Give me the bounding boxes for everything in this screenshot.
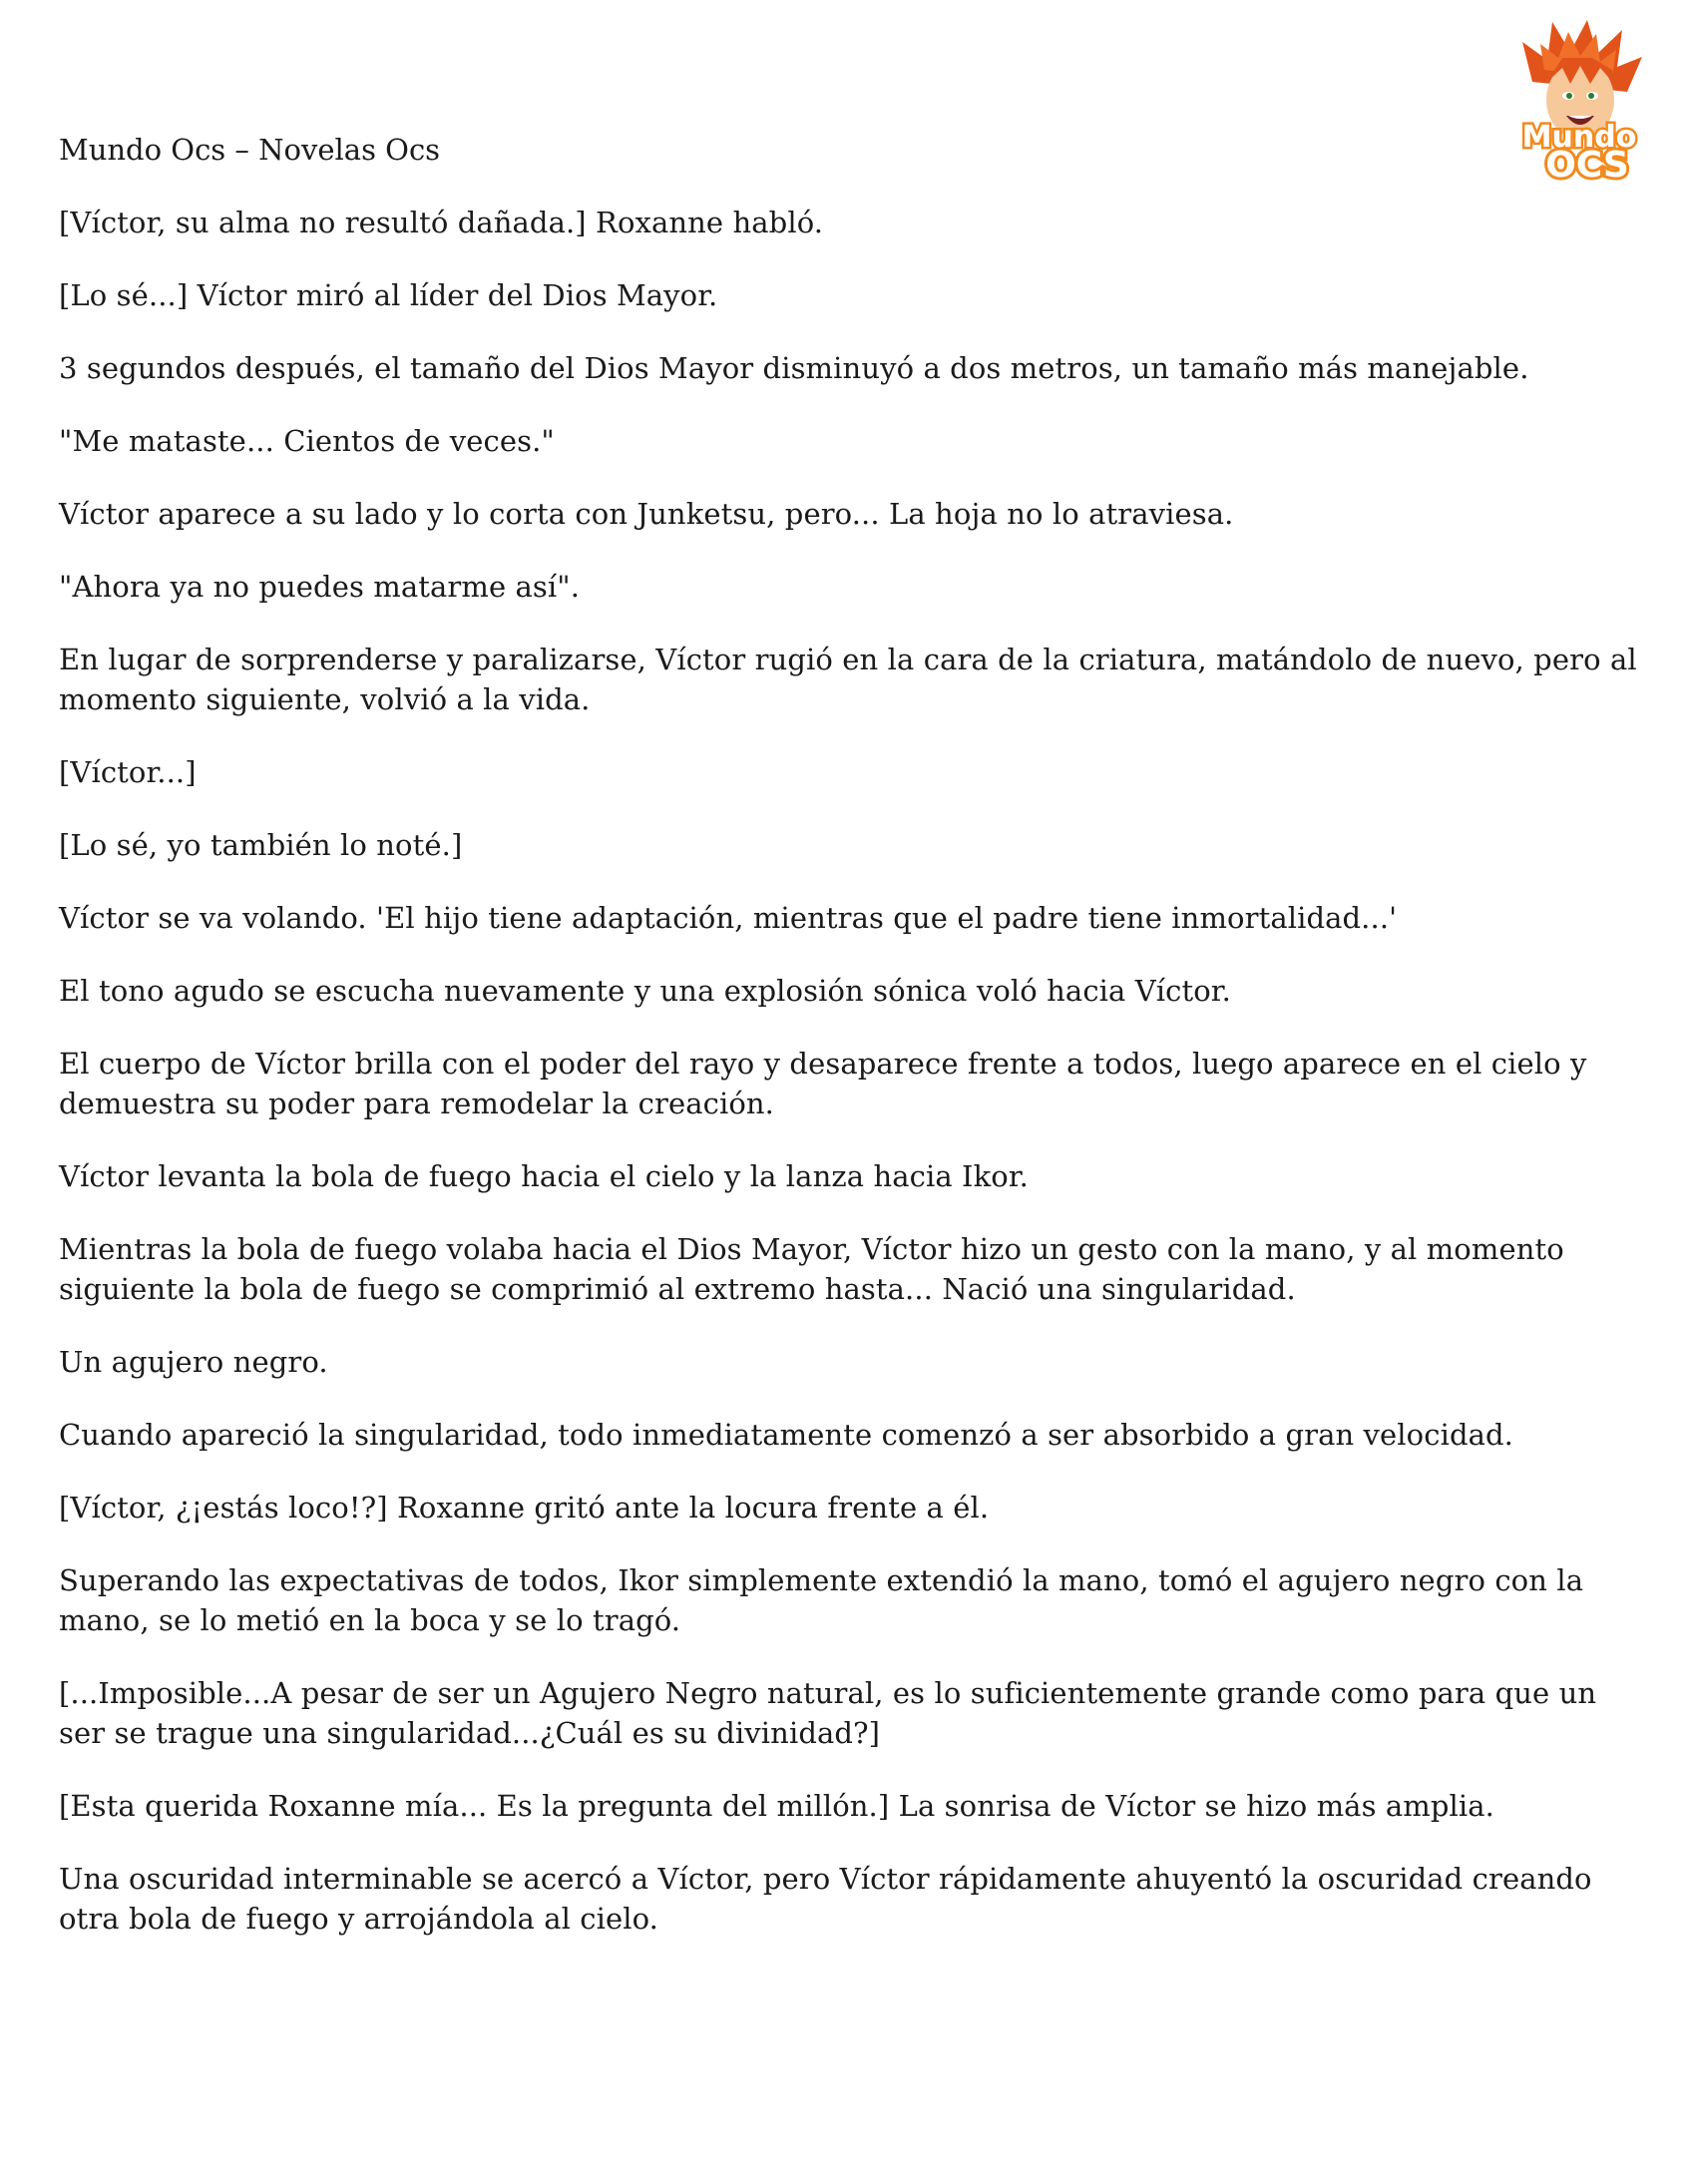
paragraph: Víctor se va volando. 'El hijo tiene adaptación, mientras que el padre tiene inmortalidad...'	[59, 901, 1398, 935]
paragraph: [Víctor...]	[59, 755, 197, 789]
paragraph: El tono agudo se escucha nuevamente y una explosión sónica voló hacia Víctor.	[59, 974, 1231, 1008]
svg-text:OCS: OCS	[1545, 145, 1629, 186]
paragraph: [Lo sé...] Víctor miró al líder del Dios Mayor.	[59, 278, 718, 312]
paragraph: [...Imposible...A pesar de ser un Agujero Negro natural, es lo suficientemente grande como para que un ser se trague una singularidad...¿Cuál es su divinidad?]	[59, 1676, 1597, 1750]
paragraph: [Lo sé, yo también lo noté.]	[59, 828, 463, 862]
paragraph: 3 segundos después, el tamaño del Dios Mayor disminuyó a dos metros, un tamaño más manejable.	[59, 351, 1529, 385]
document-body	[59, 130, 1645, 1971]
paragraph: El cuerpo de Víctor brilla con el poder del rayo y desaparece frente a todos, luego aparece en el cielo y demuestra su poder para remodelar la creación.	[59, 1047, 1587, 1120]
paragraph: Un agujero negro.	[59, 1345, 328, 1379]
paragraph: Superando las expectativas de todos, Ikor simplemente extendió la mano, tomó el agujero negro con la mano, se lo metió en la boca y se lo tragó.	[59, 1563, 1584, 1637]
paragraph: Cuando apareció la singularidad, todo inmediatamente comenzó a ser absorbido a gran velocidad.	[59, 1418, 1513, 1452]
paragraph: "Ahora ya no puedes matarme así".	[59, 570, 581, 604]
paragraph: Víctor levanta la bola de fuego hacia el cielo y la lanza hacia Ikor.	[59, 1159, 1029, 1193]
svg-text:Mundo: Mundo	[1521, 120, 1637, 155]
paragraph: Mientras la bola de fuego volaba hacia el Dios Mayor, Víctor hizo un gesto con la mano, y al momento siguiente la bola de fuego se comprimió al extremo hasta... Nació una singularidad.	[59, 1232, 1564, 1306]
paragraph: En lugar de sorprenderse y paralizarse, Víctor rugió en la cara de la criatura, matándolo de nuevo, pero al momento siguiente, volvió a la vida.	[59, 643, 1637, 716]
paragraph: [Esta querida Roxanne mía... Es la pregunta del millón.] La sonrisa de Víctor se hizo más amplia.	[59, 1789, 1494, 1823]
paragraph: Una oscuridad interminable se acercó a Víctor, pero Víctor rápidamente ahuyentó la oscuridad creando otra bola de fuego y arrojándola al cielo.	[59, 1862, 1592, 1936]
paragraph: [Víctor, ¿¡estás loco!?] Roxanne gritó ante la locura frente a él.	[59, 1491, 990, 1525]
site-title: Mundo Ocs – Novelas Ocs	[59, 133, 441, 167]
paragraph: "Me mataste... Cientos de veces."	[59, 424, 555, 458]
paragraph: Víctor aparece a su lado y lo corta con Junketsu, pero... La hoja no lo atraviesa.	[59, 497, 1234, 531]
paragraph: [Víctor, su alma no resultó dañada.] Roxanne habló.	[59, 206, 824, 239]
